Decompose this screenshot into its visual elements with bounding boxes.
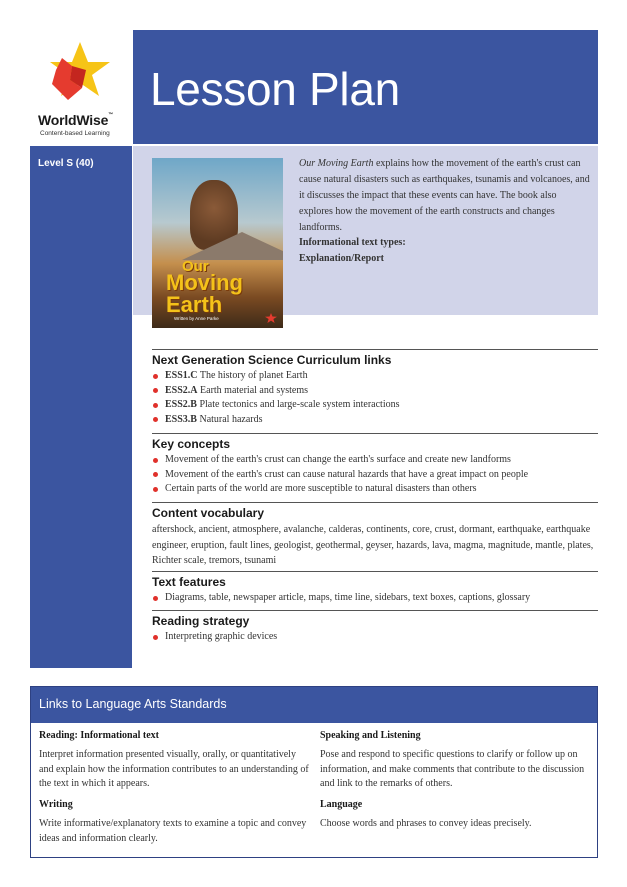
book-cover-image <box>152 158 283 328</box>
text-features-heading: Text features <box>152 575 226 589</box>
ngss-section <box>152 349 598 427</box>
key-concepts-heading: Key concepts <box>152 437 231 451</box>
text-types-value: Explanation/Report <box>299 253 385 264</box>
reading-strategy-list <box>152 630 598 645</box>
page-title: Lesson Plan <box>150 63 400 115</box>
speaking-text: Pose and respond to specific questions to clarify or follow up on information, and make comments that contribute to the discussion and link to the remarks of others. <box>320 749 585 789</box>
list-item: Interpreting graphic devices <box>152 630 598 645</box>
vocabulary-text: aftershock, ancient, atmosphere, avalanche, calderas, continents, core, crust, dormant, earthquake, earthquake engineer, eruption, fault lines, geologist, geothermal, geyser, hazards, lava, magma, magnitude, mantle, plates, Richter scale, tremors, tsunami <box>152 524 594 566</box>
language-heading: Language <box>320 799 363 810</box>
list-item: Movement of the earth's crust can cause natural hazards that have a great impact on people <box>152 468 598 483</box>
cover-logo-icon <box>265 313 277 323</box>
text-types-label: Informational text types: <box>299 237 406 248</box>
key-concepts-section <box>152 433 598 497</box>
star-logo-icon <box>42 40 114 112</box>
standards-speaking <box>320 730 590 792</box>
vocabulary-heading: Content vocabulary <box>152 506 265 520</box>
standards-reading <box>39 730 309 792</box>
text-features-list <box>152 591 598 606</box>
cover-byline: Written by Anne Parke <box>174 316 219 321</box>
list-item: ESS1.C The history of planet Earth <box>152 369 598 384</box>
list-item: Movement of the earth's crust can change the earth's surface and create new landforms <box>152 453 598 468</box>
standards-writing <box>39 799 309 846</box>
standards-language <box>320 799 590 832</box>
reading-text: Interpret information presented visually, orally, or quantitatively and explain how the information contributes to an understanding of the text in which it appears. <box>39 749 309 789</box>
ngss-list <box>152 369 598 427</box>
ngss-heading: Next Generation Science Curriculum links <box>152 353 392 367</box>
language-text: Choose words and phrases to convey ideas precisely. <box>320 818 532 829</box>
list-item: Diagrams, table, newspaper article, maps, time line, sidebars, text boxes, captions, glossary <box>152 591 598 606</box>
reading-strategy-section <box>152 610 598 645</box>
worldwise-logo <box>38 40 133 140</box>
writing-heading: Writing <box>39 799 73 810</box>
text-features-section <box>152 571 598 606</box>
standards-heading: Links to Language Arts Standards <box>31 687 597 723</box>
brand-tagline: Content-based Learning <box>40 130 110 137</box>
cover-title-line2: Moving Earth <box>166 270 243 317</box>
key-concepts-list <box>152 453 598 497</box>
text-types <box>299 235 591 267</box>
book-title: Our Moving Earth <box>299 158 374 169</box>
list-item: ESS3.B Natural hazards <box>152 413 598 428</box>
reading-heading: Reading: Informational text <box>39 730 159 741</box>
speaking-heading: Speaking and Listening <box>320 730 421 741</box>
list-item: ESS2.B Plate tectonics and large-scale system interactions <box>152 398 598 413</box>
cover-title-line3: Earth <box>166 292 223 317</box>
reading-strategy-heading: Reading strategy <box>152 614 250 628</box>
sidebar <box>30 146 132 668</box>
standards-box <box>30 686 598 858</box>
list-item: ESS2.A Earth material and systems <box>152 384 598 399</box>
writing-text: Write informative/explanatory texts to examine a topic and convey ideas and information clearly. <box>39 818 307 844</box>
header-banner <box>133 30 598 144</box>
book-description: Our Moving Earth explains how the movement of the earth's crust can cause natural disasters such as earthquakes, tsunamis and volcanoes, and it discusses the impact that these events can have. The book also explores how the movement of the earth constructs and changes landforms. <box>299 158 590 233</box>
reading-level: Level S (40) <box>38 158 94 169</box>
brand-name: WorldWise™ <box>38 112 113 128</box>
volcano-mountain <box>182 232 283 260</box>
cover-title-line1: Our <box>182 258 209 275</box>
vocabulary-section <box>152 502 598 569</box>
list-item: Certain parts of the world are more susceptible to natural disasters than others <box>152 482 598 497</box>
